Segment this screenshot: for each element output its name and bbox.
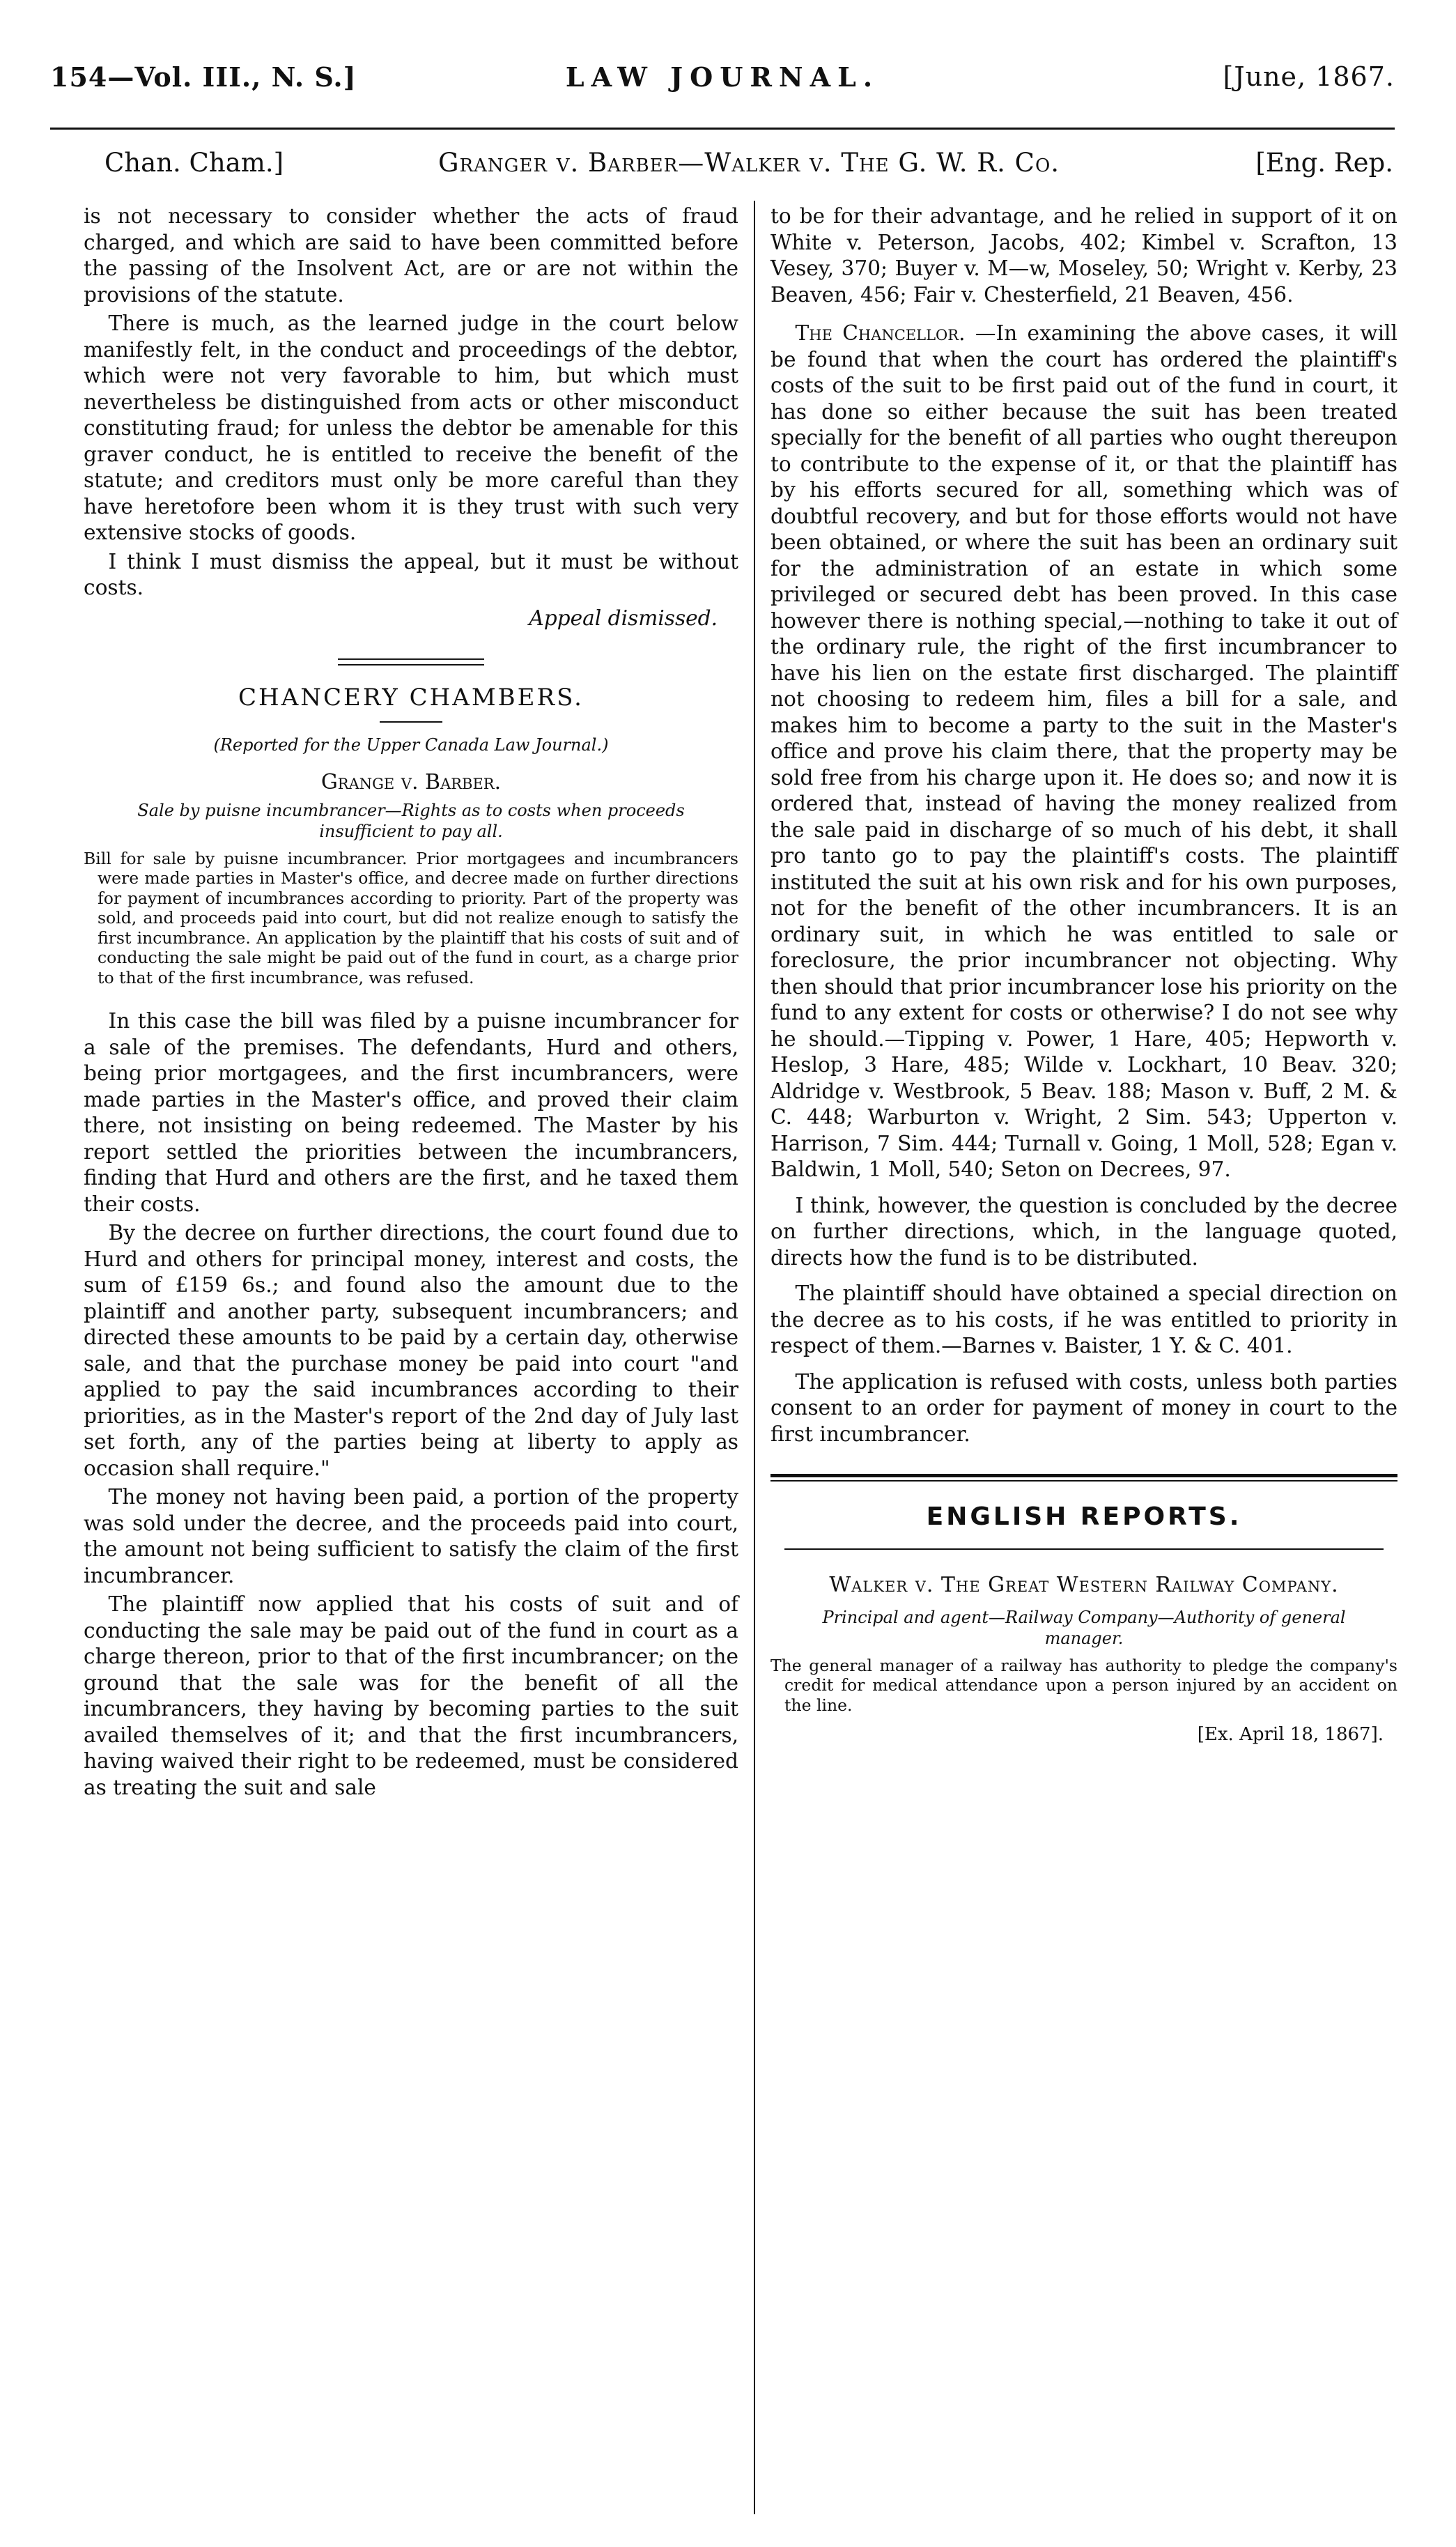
- headnote-summary: Principal and agent—Railway Company—Authority of general manager.: [822, 1607, 1346, 1648]
- headnote: The general manager of a railway has authority to pledge the company's credit for medical attendance upon a person injured by an accident on the line.: [770, 1655, 1397, 1715]
- left-column: [84, 203, 738, 1803]
- short-rule: [784, 1548, 1384, 1550]
- headnote-summary: Sale by puisne incumbrancer—Rights as to costs when proceeds insufficient to pay all.: [137, 800, 685, 841]
- paragraph: The application is refused with costs, unless both parties consent to an order for payment of money in court to the first incumbrancer.: [770, 1369, 1397, 1446]
- section-separator: [770, 1474, 1397, 1482]
- right-column: [770, 203, 1397, 1748]
- subheader-cases: Granger v. Barber—Walker v. The G. W. R. Co.: [437, 148, 1060, 178]
- column-divider: [754, 201, 755, 2514]
- headnote: Bill for sale by puisne incumbrancer. Prior mortgagees and incumbrancers were made parties in Master's office, and decree made on further directions for payment of incumbrances according to priority. Part of the property was sold, and proceeds paid into court, but did not realize enough to satisfy the first incumbrance. An application by the plaintiff that his costs of suit and of conducting the sale might be paid out of the fund in court, as a charge prior to that of the first incumbrance, was refused.: [84, 848, 738, 987]
- paragraph: is not necessary to consider whether the acts of fraud charged, and which are said to have been committed before the passing of the Insolvent Act, are or are not within the provisions of the statute.: [84, 204, 738, 307]
- header-volume: 154—Vol. III., N. S.]: [50, 61, 357, 93]
- case-title-walker: Walker v. The Great Western Railway Company.: [829, 1572, 1339, 1597]
- case-citation: [Ex. April 18, 1867].: [1197, 1724, 1384, 1745]
- appeal-dismissed: Appeal dismissed.: [529, 606, 718, 630]
- case-title-grange: Grange v. Barber.: [320, 770, 502, 794]
- section-title-english-reports: ENGLISH REPORTS.: [926, 1502, 1242, 1531]
- paragraph: The money not having been paid, a portion of the property was sold under the decree, and the proceeds paid into court, the amount not being sufficient to satisfy the claim of the first incumbrancer.: [84, 1485, 738, 1587]
- header-journal-title: LAW JOURNAL.: [565, 61, 880, 93]
- subheader-report: [Eng. Rep.: [1255, 148, 1393, 178]
- paragraph: to be for their advantage, and he relied in support of it on White v. Peterson, Jacobs, 402; Kimbel v. Scrafton, 13 Vesey, 370; Buyer v. M—w, Moseley, 50; Wright v. Kerby, 23 Beaven, 456; Fair v. Chesterfield, 21 Beaven, 456.: [770, 204, 1397, 307]
- paragraph: The plaintiff should have obtained a special direction on the decree as to his costs, if he was entitled to priority in respect of them.—Barnes v. Baister, 1 Y. & C. 401.: [770, 1282, 1397, 1357]
- short-rule: [380, 721, 442, 723]
- paragraph: There is much, as the learned judge in the court below manifestly felt, in the conduct and proceedings of the debtor, which were not very favorable to him, but which must nevertheless be distinguished from acts or other misconduct constituting fraud; for unless the debtor be amenable for this graver conduct, he is entitled to receive the benefit of the statute; and creditors must only be more careful than they have heretofore been whom it is they trust with such very extensive stocks of goods.: [84, 311, 738, 544]
- subheader-court: Chan. Cham.]: [104, 148, 284, 178]
- reported-note: (Reported for the Upper Canada Law Journal.): [213, 734, 609, 755]
- paragraph: In this case the bill was filed by a puisne incumbrancer for a sale of the premises. The defendants, Hurd and others, being prior mortgagees, and the first incumbrancers, were made parties in the Master's office, and proved their claim there, not insisting on being redeemed. The Master by his report settled the priorities between the incumbrancers, finding that Hurd and others are the first, and he taxed them their costs.: [84, 1009, 738, 1216]
- chancellor-text: —In examining the above cases, it will be found that when the court has ordered the plaintiff's costs of the suit to be first paid out of the fund in court, it has done so either because the suit has been treated specially for the benefit of all parties who ought thereupon to contribute to the expense of it, or that the plaintiff has by his efforts secured for all, something which was of doubtful recovery, and but for those efforts would not have been obtained, or where the suit has been an ordinary suit for the administration of an estate in which some privileged or secured debt has been proved. In this case however there is nothing special,—nothing to take it out of the ordinary rule, the right of the first incumbrancer to have his lien on the estate first discharged. The plaintiff not choosing to redeem him, files a bill for a sale, and makes him to become a party to the suit in the Master's office and prove his claim there, that the property may be sold free from his charge upon it. He does so; and now it is ordered that, instead of having the money realized from the sale paid in discharge of so much of his debt, it shall pro tanto go to pay the plaintiff's costs. The plaintiff instituted the suit at his own risk and for his own purposes, not for the benefit of the other incumbrancers. It is an ordinary suit, in which he was entitled to sale or foreclosure, the prior incumbrancer not objecting. Why then should that prior incumbrancer lose his priority on the fund to any extent for costs or otherwise? I do not see why he should.—Tipping v. Power, 1 Hare, 405; Hepworth v. Heslop, 3 Hare, 485; Wilde v. Lockhart, 10 Beav. 320; Aldridge v. Westbrook, 5 Beav. 188; Mason v. Buff, 2 M. & C. 448; Warburton v. Wright, 2 Sim. 543; Upperton v. Harrison, 7 Sim. 444; Turnall v. Going, 1 Moll, 528; Egan v. Baldwin, 1 Moll, 540; Seton on Decrees, 97.: [770, 321, 1397, 1181]
- paragraph-chancellor: [770, 321, 1397, 1183]
- section-title-chancery: CHANCERY CHAMBERS.: [238, 684, 584, 711]
- paragraph: By the decree on further directions, the court found due to Hurd and others for principal money, interest and costs, the sum of £159 6s.; and found also the amount due to the plaintiff and another party, subsequent incumbrancers; and directed these amounts to be paid by a certain day, otherwise sale, and that the purchase money be paid into court "and applied to pay the said incumbrances according to their priorities, as in the Master's report of the 2nd day of July last set forth, any of the parties being at liberty to apply as occasion shall require.": [84, 1221, 738, 1480]
- header-date: [June, 1867.: [1223, 61, 1395, 92]
- running-subheader: [104, 148, 1393, 190]
- section-separator: [338, 658, 484, 665]
- header-rule: [50, 128, 1395, 130]
- chancellor-lead: The Chancellor.: [795, 321, 966, 345]
- paragraph: I think, however, the question is concluded by the decree on further directions, which, in the language quoted, directs how the fund is to be distributed.: [770, 1193, 1397, 1270]
- running-header: [50, 61, 1395, 110]
- paragraph: I think I must dismiss the appeal, but it must be without costs.: [84, 549, 738, 599]
- paragraph: The plaintiff now applied that his costs of suit and of conducting the sale may be paid out of the fund in court as a charge thereon, prior to that of the first incumbrancer; on the ground that the sale was for the benefit of all the incumbrancers, they having by becoming parties to the suit availed themselves of it; and that the first incumbrancers, having waived their right to be redeemed, must be considered as treating the suit and sale: [84, 1592, 738, 1799]
